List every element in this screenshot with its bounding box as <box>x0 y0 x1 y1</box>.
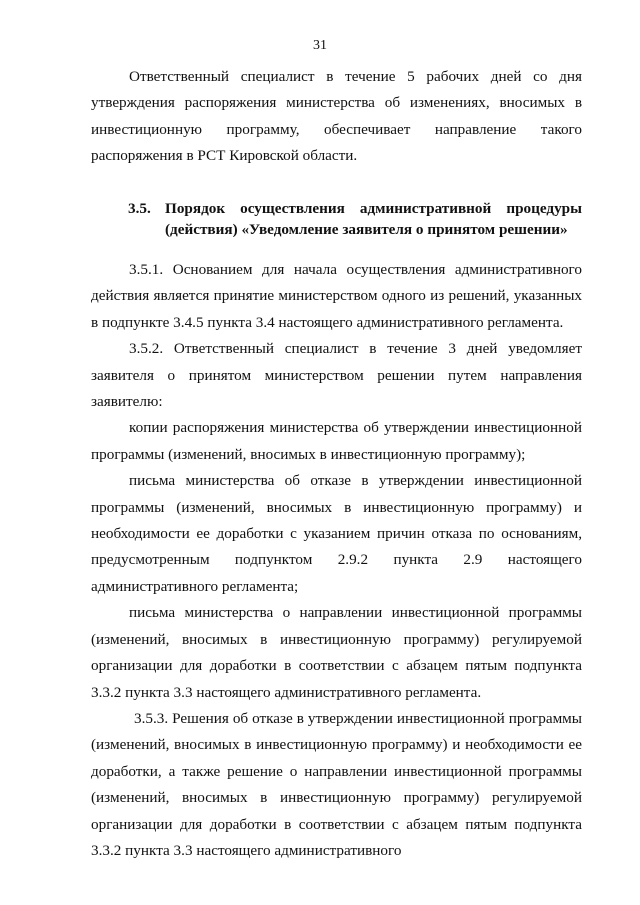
page-number: 31 <box>313 38 327 53</box>
section-number: 3.5. <box>128 200 151 217</box>
main-body <box>91 257 582 864</box>
section-title-line1: Порядок осуществления административной процедуры <box>165 200 582 217</box>
paragraph-3-5-1: 3.5.1. Основанием для начала осуществления административного действия является принятие министерством одного из решений, указанных в подпункте 3.4.5 пункта 3.4 настоящего административного регламента. <box>91 261 582 331</box>
section-title-line2: (действия) «Уведомление заявителя о принятом решении» <box>165 221 568 238</box>
list-item-1: копии распоряжения министерства об утверждении инвестиционной программы (изменений, вносимых в инвестиционную программу); <box>91 419 582 463</box>
paragraph-3-5-2: 3.5.2. Ответственный специалист в течение 3 дней уведомляет заявителя о принятом министерством решении путем направления заявителю: <box>91 340 582 411</box>
section-heading <box>128 198 582 240</box>
intro-paragraph: Ответственный специалист в течение 5 рабочих дней со дня утверждения распоряжения министерства об изменениях, вносимых в инвестиционную программу, обеспечивает направление такого распоряжения в РСТ Кировской области. <box>91 68 582 165</box>
paragraph-3-5-3: 3.5.3. Решения об отказе в утверждении инвестиционной программы (изменений, вносимых в инвестиционную программу) и необходимости ее доработки, а также решение о направлении инвестиционной программы (изменений, вносимых в инвестиционную программу) регулируемой организации для доработки в соответствии с абзацем пятым подпункта 3.3.2 пункта 3.3 настоящего административного <box>91 709 582 859</box>
list-item-2: письма министерства об отказе в утверждении инвестиционной программы (изменений, вносимых в инвестиционную программу) и необходимости ее доработки с указанием причин отказа по основаниям, предусмотренным подпунктом 2.9.2 пункта 2.9 настоящего административного регламента; <box>91 472 582 595</box>
intro-block <box>91 64 582 170</box>
list-item-3: письма министерства о направлении инвестиционной программы (изменений, вносимых в инвестиционную программу) регулируемой организации для доработки в соответствии с абзацем пятым подпункта 3.3.2 пункта 3.3 настоящего административного регламента. <box>91 604 582 701</box>
